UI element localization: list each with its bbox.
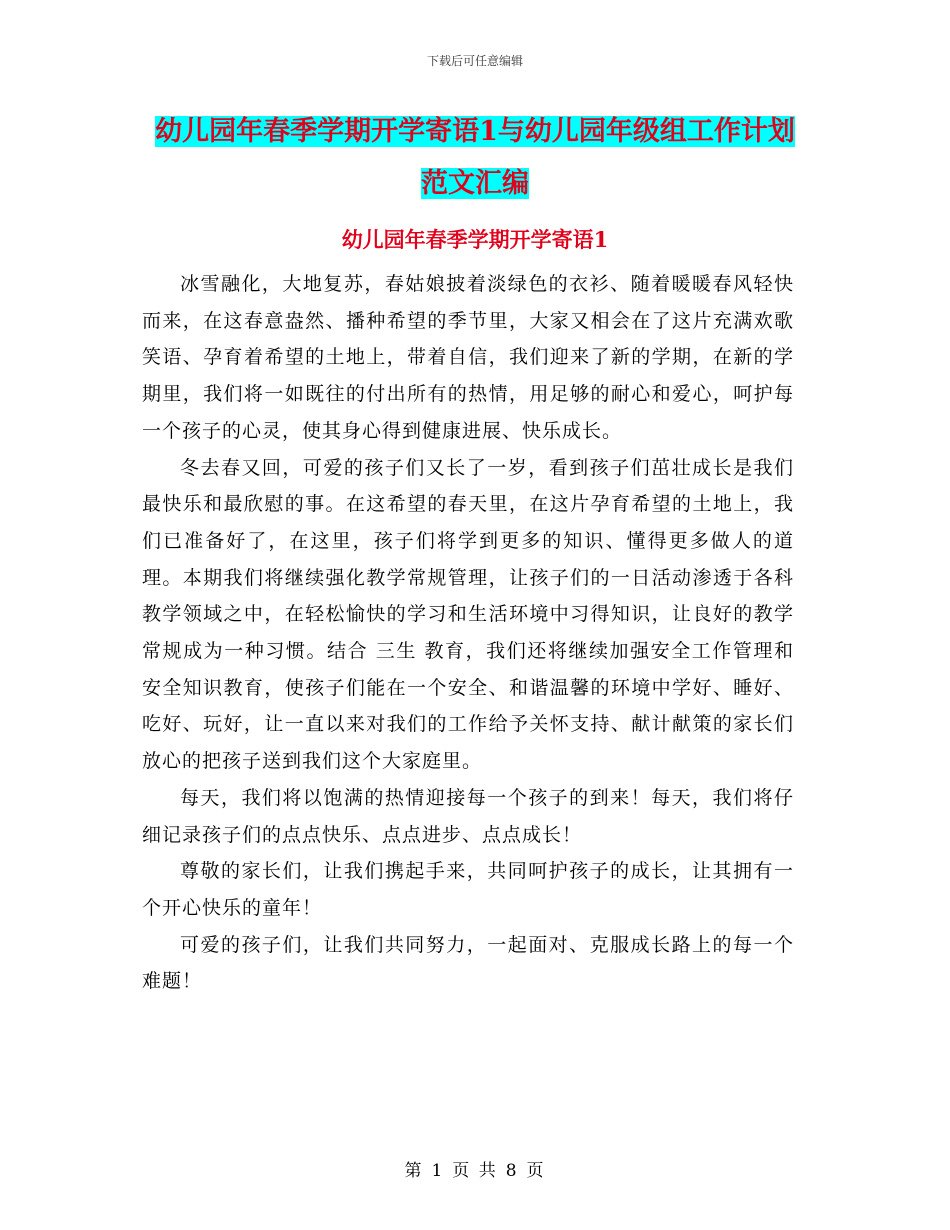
document-title-text: 幼儿园年春季学期开学寄语1与幼儿园年级组工作计划 范文汇编: [155, 116, 795, 199]
footer-prefix: 第: [404, 1161, 424, 1181]
footer-middle: 页 共: [452, 1161, 498, 1181]
page-total: 8: [505, 1161, 519, 1181]
paragraph: 冰雪融化，大地复苏，春姑娘披着淡绿色的衣衫、随着暖暖春风轻快而来，在这春意盎然、播种希望的季节里，大家又相会在了这片充满欢歌笑语、孕育着希望的土地上，带着自信，我们迎来了新的学期，在新的学期里，我们将一如既往的付出所有的热情，用足够的耐心和爱心，呵护每一个孩子的心灵，使其身心得到健康进展、快乐成长。: [142, 273, 794, 442]
paragraph: 可爱的孩子们，让我们共同努力，一起面对、克服成长路上的每一个难题！: [142, 933, 794, 993]
paragraph: 每天，我们将以饱满的热情迎接每一个孩子的到来！每天，我们将仔细记录孩子们的点点快乐、点点进步、点点成长！: [142, 786, 794, 846]
section-title: 幼儿园年春季学期开学寄语1: [341, 227, 609, 252]
page-footer: [0, 1156, 950, 1181]
document-title: [140, 106, 810, 210]
document-body: [142, 266, 794, 1000]
header-note: 下载后可任意编辑: [426, 54, 523, 68]
page-number: 1: [431, 1161, 445, 1181]
paragraph: 冬去春又回，可爱的孩子们又长了一岁，看到孩子们茁壮成长是我们最快乐和最欣慰的事。在这希望的春天里，在这片孕育希望的土地上，我们已准备好了，在这里，孩子们将学到更多的知识、懂得更多做人的道理。本期我们将继续强化教学常规管理，让孩子们的一日活动渗透于各科教学领域之中，在轻松愉快的学习和生活环境中习得知识，让良好的教学常规成为一种习惯。结合 三生 教育，我们还将继续加强安全工作管理和安全知识教育，使孩子们能在一个安全、和谐温馨的环境中学好、睡好、吃好、玩好，让一直以来对我们的工作给予关怀支持、献计献策的家长们放心的把孩子送到我们这个大家庭里。: [142, 456, 794, 773]
footer-suffix: 页: [526, 1161, 546, 1181]
paragraph: 尊敬的家长们，让我们携起手来，共同呵护孩子的成长，让其拥有一个开心快乐的童年！: [142, 860, 794, 919]
